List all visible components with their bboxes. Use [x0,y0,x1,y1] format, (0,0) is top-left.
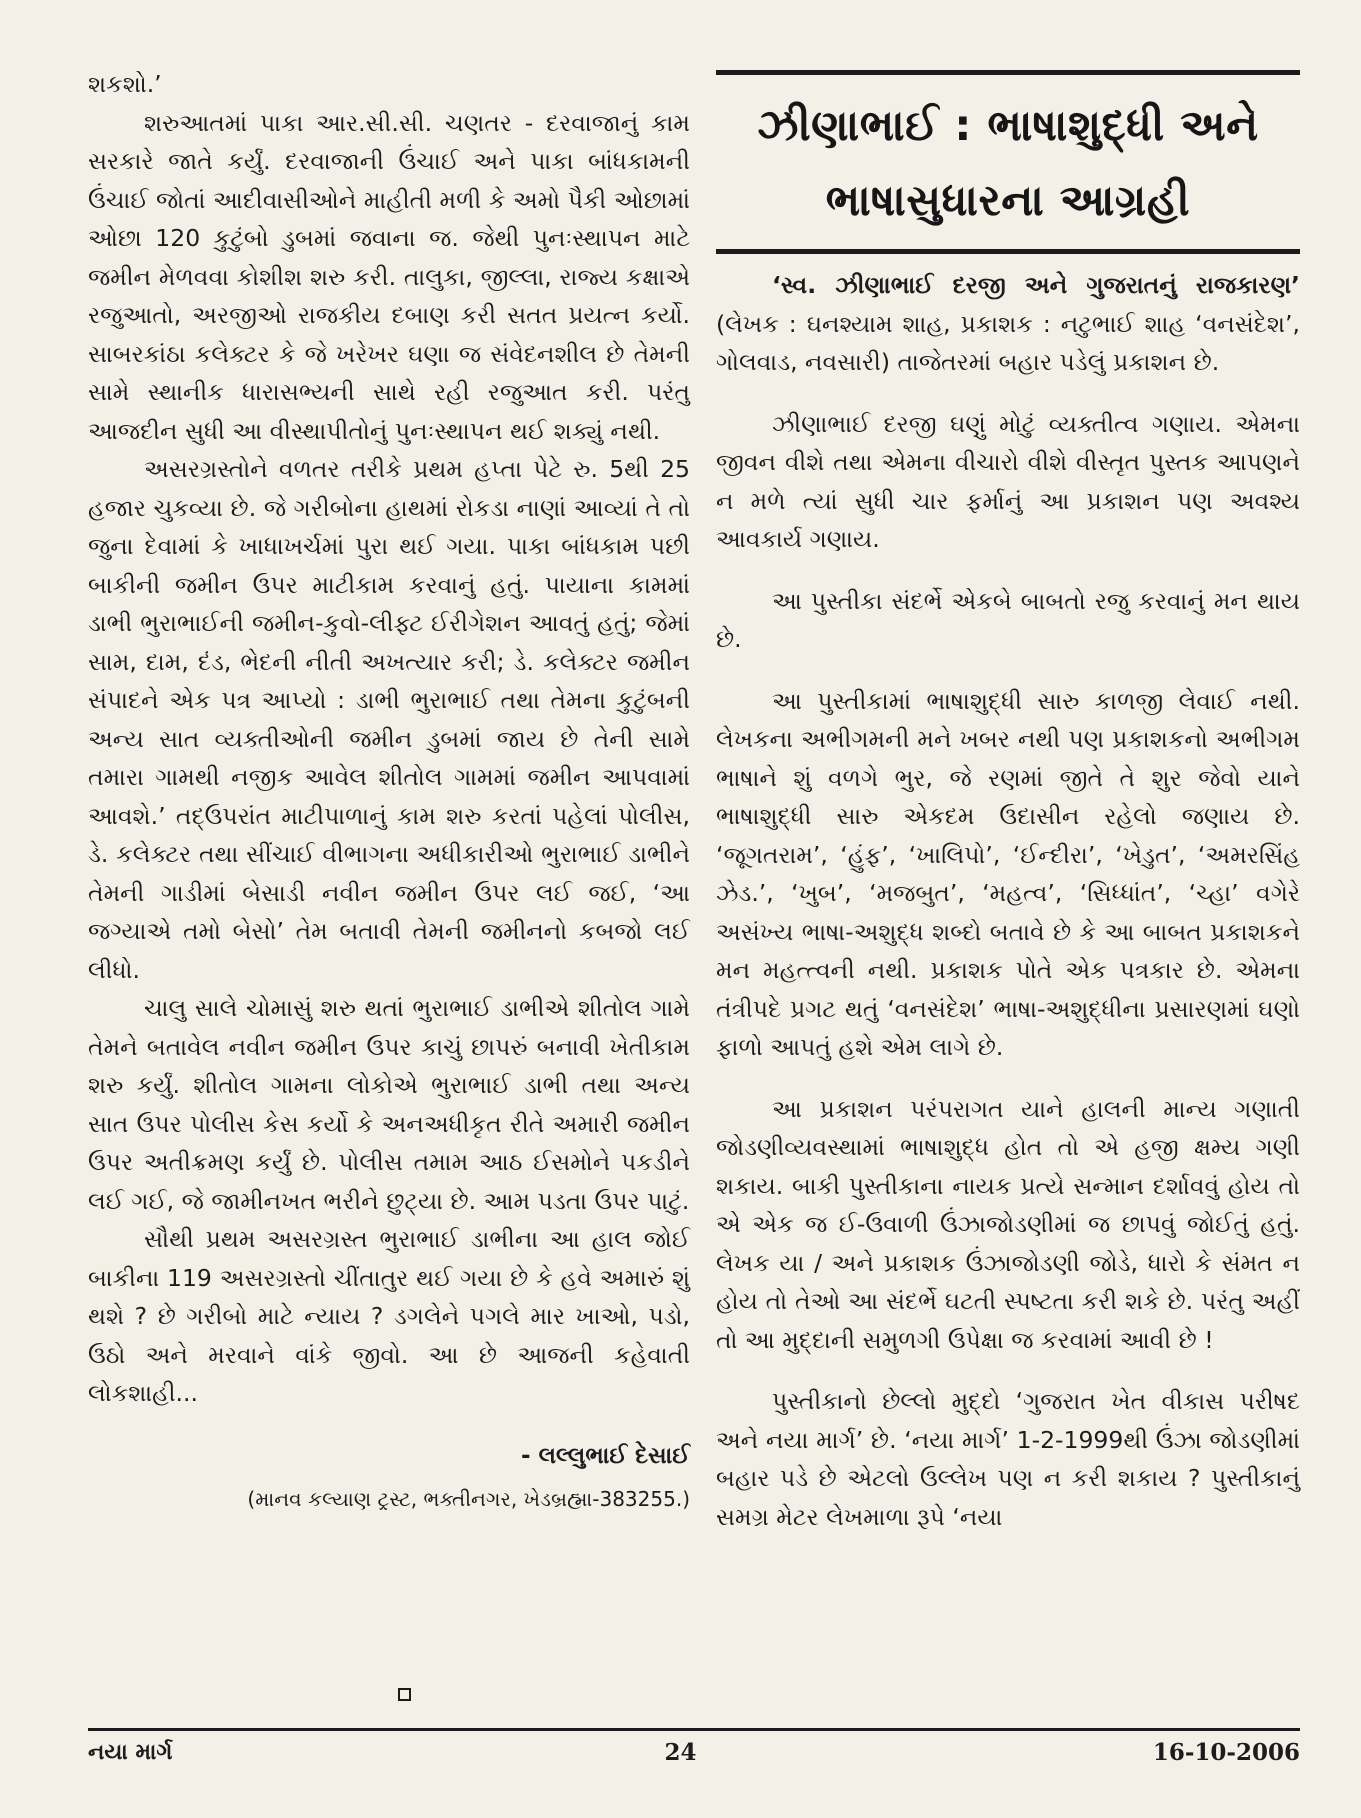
end-of-article-square-icon [398,1688,411,1701]
footer-publication-name: નયા માર્ગ [88,1740,173,1765]
paragraph: શરુઆતમાં પાકા આર.સી.સી. ચણતર - દરવાજાનું કામ સરકારે જાતે કર્યું. દરવાજાની ઉંચાઈ અને પાકા બાંધકામની ઉંચાઈ જોતાં આદીવાસીઓને માહીતી મળી કે અમો પૈકી ઓછામાં ઓછા 120 કુટુંબો ડુબમાં જવાના જ. જેથી પુનઃસ્થાપન માટે જમીન મેળવવા કોશીશ શરુ કરી. તાલુકા, જીલ્લા, રાજ્ય કક્ષાએ રજુઆતો, અરજીઓ રાજકીય દબાણ કરી સતત પ્રયત્ન કર્યો. સાબરકાંઠા કલેક્ટર કે જે ખરેખર ઘણા જ સંવેદનશીલ છે તેમની સામે સ્થાનીક ધારાસભ્યની સાથે રહી રજુઆત કરી. પરંતુ આજદીન સુધી આ વીસ્થાપીતોનું પુનઃસ્થાપન થઈ શક્યું નથી. [88,108,690,445]
headline-line-2: ભાષાસુધારના આગ્રહી [825,176,1191,226]
author-signature: - લલ્લુભાઈ દેસાઈ [521,1442,690,1469]
paragraph: ચાલુ સાલે ચોમાસું શરુ થતાં ભુરાભાઈ ડાભીએ શીતોલ ગામે તેમને બતાવેલ નવીન જમીન ઉપર કાચું છાપરું બનાવી ખેતીકામ શરુ કર્યું. શીતોલ ગામના લોકોએ ભુરાભાઈ ડાભી તથા અન્ય સાત ઉપર પોલીસ કેસ કર્યો કે અનઅધીકૃત રીતે અમારી જમીન ઉપર અતીક્રમણ કર્યું છે. પોલીસ તમામ આઠ ઈસમોને પકડીને લઈ ગઈ, જે જામીનખત ભરીને છુટ્યા છે. આમ પડતા ઉપર પાટું. [88,994,690,1215]
intro-paragraph [716,266,1300,382]
footer-date: 16-10-2006 [1152,1739,1300,1766]
paragraph: પુસ્તીકાનો છેલ્લો મુદ્દો ‘ગુજરાત ખેત વીકાસ પરીષદ અને નયા માર્ગ’ છે. ‘નયા માર્ગ’ 1-2-1999થી ઉંઝા જોડણીમાં બહાર પડે છે એટલો ઉલ્લેખ પણ ન કરી શકાય ? પુસ્તીકાનું સમગ્ર મેટર લેખમાળા રૂપે ‘નયા [716,1387,1300,1531]
headline-top-rule [716,70,1300,75]
author-organization: (માનવ કલ્યાણ ટ્રસ્ટ, ભક્તીનગર, ખેડબ્રહ્મા-383255.) [247,1486,690,1511]
footer-page-number: 24 [664,1739,697,1766]
paragraph: આ પ્રકાશન પરંપરાગત યાને હાલની માન્ય ગણાતી જોડણીવ્યવસ્થામાં ભાષાશુદ્ધ હોત તો એ હજી ક્ષમ્ય ગણી શકાય. બાકી પુસ્તીકાના નાયક પ્રત્યે સન્માન દર્શાવવું હોય તો એ એક જ ઈ-ઉવાળી ઉંઝાજોડણીમાં જ છાપવું જોઈતું હતું. લેખક યા / અને પ્રકાશક ઉંઝાજોડણી જોડે, ધારો કે સંમત ન હોય તો તેઓ આ સંદર્ભે ઘટતી સ્પષ્ટતા કરી શકે છે. પરંતુ અહીં તો આ મુદ્દાની સમુળગી ઉપેક્ષા જ કરવામાં આવી છે ! [716,1094,1300,1354]
paragraph-continuation: શકશો.’ [88,70,162,98]
article-headline [716,89,1300,239]
paragraph: અસરગ્રસ્તોને વળતર તરીકે પ્રથમ હપ્તા પેટે રુ. 5થી 25 હજાર ચુકવ્યા છે. જે ગરીબોના હાથમાં રોકડા નાણાં આવ્યાં તે તો જુના દેવામાં કે ખાધાખર્ચમાં પુરા થઈ ગયા. પાકા બાંધકામ પછી બાકીની જમીન ઉપર માટીકામ કરવાનું હતું. પાયાના કામમાં ડાભી ભુરાભાઈની જમીન-કુવો-લીફ્ટ ઈરીગેશન આવતું હતું; જેમાં સામ, દામ, દંડ, ભેદની નીતી અખત્યાર કરી; ડે. કલેક્ટર જમીન સંપાદને એક પત્ર આપ્યો : ડાભી ભુરાભાઈ તથા તેમના કુટુંબની અન્ય સાત વ્યક્તીઓની જમીન ડુબમાં જાય છે તેની સામે તમારા ગામથી નજીક આવેલ શીતોલ ગામમાં જમીન આપવામાં આવશે.’ તદ્ઉપરાંત માટીપાળાનું કામ શરુ કરતાં પહેલાં પોલીસ, ડે. કલેક્ટર તથા સીંચાઈ વીભાગના અધીકારીઓ ભુરાભાઈ ડાભીને તેમની ગાડીમાં બેસાડી નવીન જમીન ઉપર લઈ જઈ, ‘આ જગ્યાએ તમો બેસો’ તેમ બતાવી તેમની જમીનનો કબજો લઈ લીધો. [88,455,690,984]
right-column [716,70,1300,1536]
paragraph: આ પુસ્તીકા સંદર્ભે એકબે બાબતો રજુ કરવાનું મન થાય છે. [716,586,1300,653]
paragraph: આ પુસ્તીકામાં ભાષાશુદ્ધી સારુ કાળજી લેવાઈ નથી. લેખકના અભીગમની મને ખબર નથી પણ પ્રકાશકનો અભીગમ ભાષાને શું વળગે ભુર, જે રણમાં જીતે તે શુર જેવો યાને ભાષાશુદ્ધી સારુ એકદમ ઉદાસીન રહેલો જણાય છે. ‘જૂગતરામ’, ‘હુંફ’, ‘ખાલિપો’, ‘ઈન્દીરા’, ‘ખેડુત’, ‘અમરસિંહ ઝેડ.’, ‘ખુબ’, ‘મજબુત’, ‘મહત્વ’, ‘સિધ્ધાંત’, ‘ચ્હા’ વગેરે અસંખ્ય ભાષા-અશુદ્ધ શબ્દો બતાવે છે કે આ બાબત પ્રકાશકને મન મહત્ત્વની નથી. પ્રકાશક પોતે એક પત્રકાર છે. એમના તંત્રીપદે પ્રગટ થતું ‘વનસંદેશ’ ભાષા-અશુદ્ધીના પ્રસારણમાં ઘણો ફાળો આપતું હશે એમ લાગે છે. [716,686,1300,1061]
paragraph: સૌથી પ્રથમ અસરગ્રસ્ત ભુરાભાઈ ડાભીના આ હાલ જોઈ બાકીના 119 અસરગ્રસ્તો ચીંતાતુર થઈ ગયા છે કે હવે અમારું શું થશે ? છે ગરીબો માટે ન્યાય ? ડગલેને પગલે માર ખાઓ, પડો, ઉઠો અને મરવાને વાંકે જીવો. આ છે આજની કહેવાતી લોકશાહી... [88,1225,690,1407]
left-column [88,65,690,1515]
headline-bottom-rule [716,249,1300,254]
headline-line-1: ઝીણાભાઈ : ભાષાશુદ્ધી અને [757,101,1259,151]
paragraph: ઝીણાભાઈ દરજી ઘણું મોટું વ્યક્તીત્વ ગણાય. એમના જીવન વીશે તથા એમના વીચારો વીશે વીસ્તૃત પુસ્તક આપણને ન મળે ત્યાં સુધી ચાર ફર્માનું આ પ્રકાશન પણ અવશ્ય આવકાર્ય ગણાય. [716,409,1300,553]
book-details: (લેખક : ઘનશ્યામ શાહ, પ્રકાશક : નટુભાઈ શાહ ‘વનસંદેશ’, ગોલવાડ, નવસારી) તાજેતરમાં બહાર પડેલું પ્રકાશન છે. [716,309,1300,376]
book-title: ‘સ્વ. ઝીણાભાઈ દરજી અને ગુજરાતનું રાજકારણ’ [772,271,1300,299]
footer-rule [88,1728,1300,1731]
